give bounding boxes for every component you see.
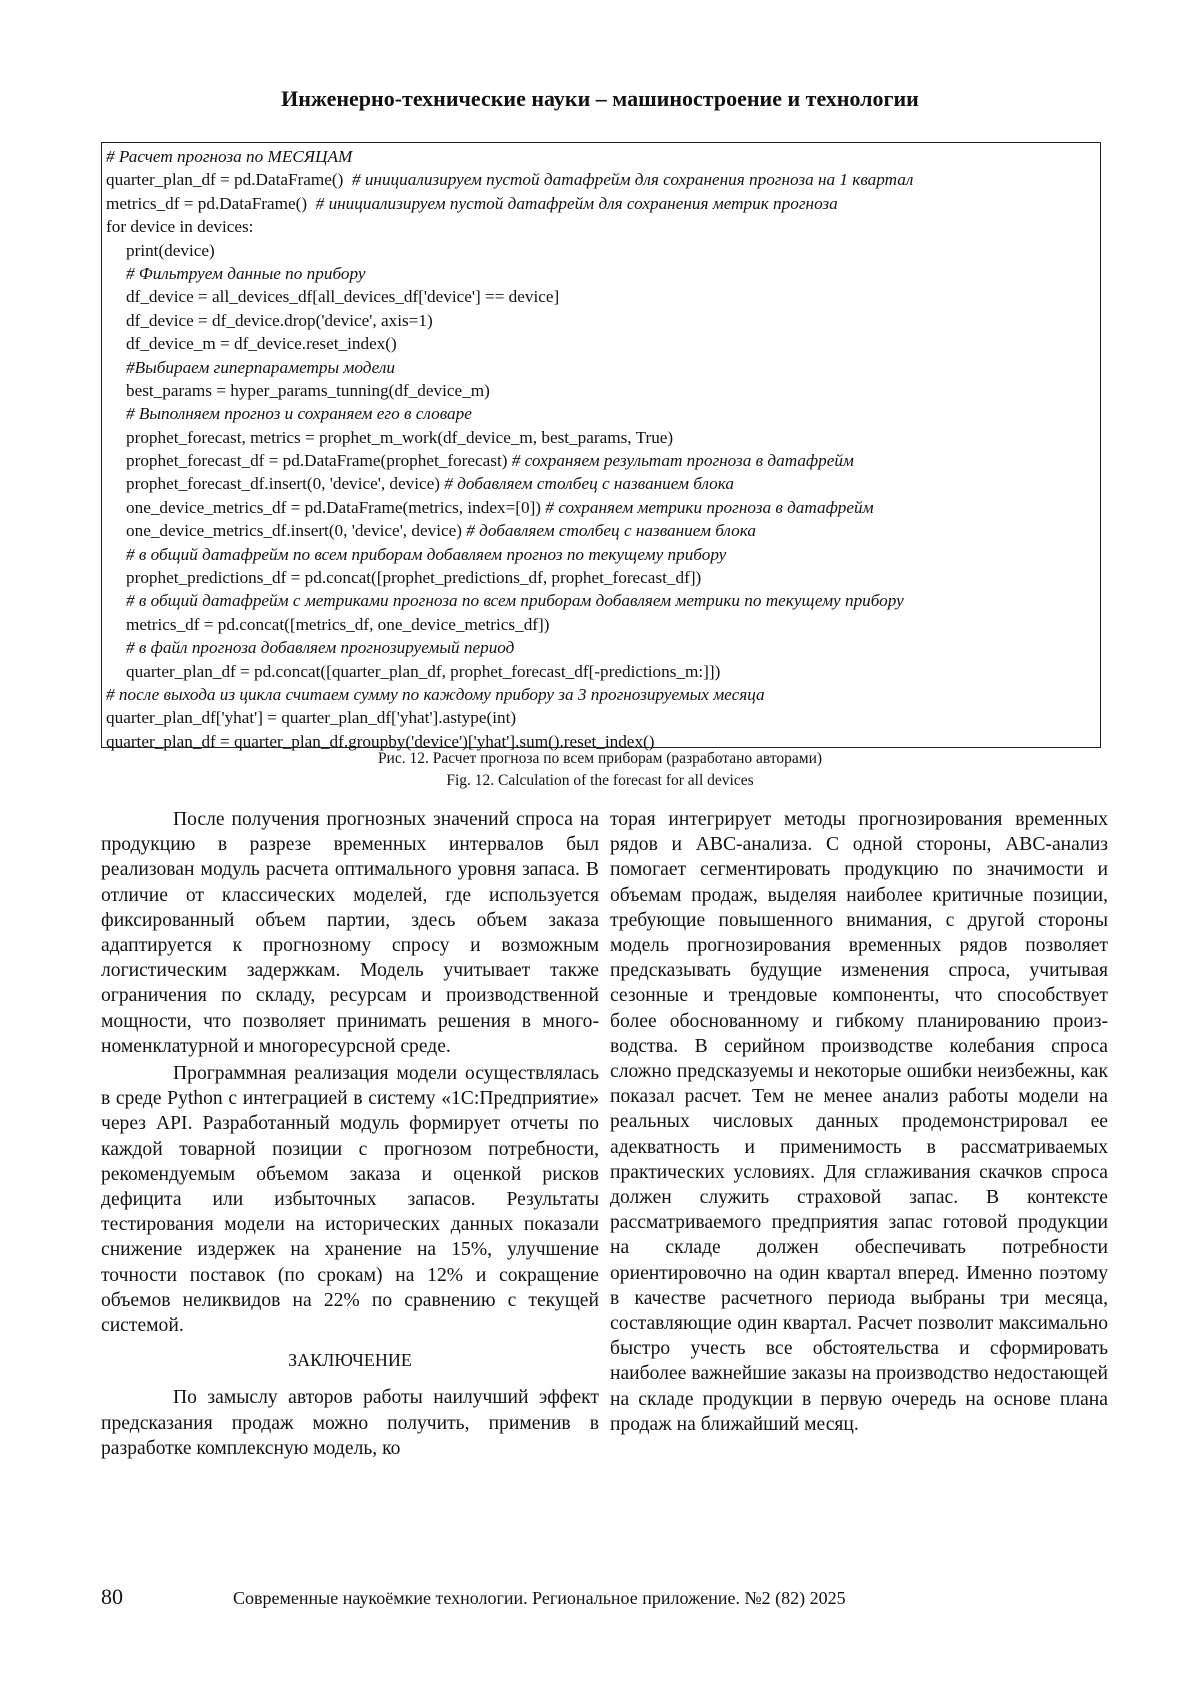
figure-caption-ru: Рис. 12. Расчет прогноза по всем приборам (разработано авторами) xyxy=(377,750,823,767)
code-line xyxy=(106,706,1100,729)
code-line xyxy=(106,356,1100,379)
code-listing xyxy=(101,142,1101,751)
code-text: quarter_plan_df = pd.concat([quarter_plan_df, prophet_forecast_df[-predictions_m:]]) xyxy=(126,661,721,681)
code-text: one_device_metrics_df.insert(0, 'device', device) xyxy=(126,521,467,541)
code-text: best_params = hyper_params_tunning(df_device_m) xyxy=(126,380,490,400)
paragraph: По замыслу авторов работы наилучший эффект предсказания продаж можно получить, применив в разработке комплексную модель, ко xyxy=(101,1387,599,1459)
figure-caption-en: Fig. 12. Calculation of the forecast for all devices xyxy=(446,772,754,789)
journal-footer: Современные наукоёмкие технологии. Региональное приложение. №2 (82) 2025 xyxy=(233,1588,846,1608)
code-text: metrics_df = pd.concat([metrics_df, one_device_metrics_df]) xyxy=(126,614,550,634)
code-comment: # в общий датафрейм с метриками прогноза по всем приборам добавляем метрики по текущему прибору xyxy=(126,591,904,611)
code-text: df_device = all_devices_df[all_devices_df['device'] == device] xyxy=(126,287,560,307)
code-comment: # в общий датафрейм по всем приборам добавляем прогноз по текущему прибору xyxy=(126,544,727,564)
code-text: quarter_plan_df = quarter_plan_df.groupby('device')['yhat'].sum().reset_index() xyxy=(106,731,655,751)
code-comment: # инициализируем пустой датафрейм для сохранения метрик прогноза xyxy=(315,193,838,213)
code-line xyxy=(106,402,1100,425)
code-line xyxy=(106,660,1100,683)
code-text: prophet_forecast, metrics = prophet_m_work(df_device_m, best_params, True) xyxy=(126,427,674,447)
code-line xyxy=(106,379,1100,402)
code-comment: # сохраняем результат прогноза в датафрейм xyxy=(511,451,854,471)
code-text: for device in devices: xyxy=(106,217,254,237)
code-line xyxy=(106,683,1100,706)
code-text: prophet_forecast_df = pd.DataFrame(prophet_forecast) xyxy=(126,451,512,471)
code-line xyxy=(106,566,1100,589)
code-line xyxy=(106,168,1100,191)
code-line xyxy=(106,285,1100,308)
code-line xyxy=(106,636,1100,659)
code-line xyxy=(106,309,1100,332)
code-text: metrics_df = pd.DataFrame() xyxy=(106,193,316,213)
code-line xyxy=(106,262,1100,285)
code-comment: # добавляем столбец с названием блока xyxy=(466,521,756,541)
code-line xyxy=(106,613,1100,636)
code-line xyxy=(106,449,1100,472)
code-line xyxy=(106,426,1100,449)
code-comment: #Выбираем гиперпараметры модели xyxy=(126,357,395,377)
code-comment: # в файл прогноза добавляем прогнозируемый период xyxy=(126,638,515,658)
paragraph: Программная реализация модели осуществлялась в среде Python с интеграцией в систему «1С:Предприятие» через API. Разработанный модуль формирует отчеты по каждой товарной позиции с прогнозом потребности, рекомендуемым объемом заказа и оценкой рисков дефицита или избыточных запасов. Результаты тестирования модели на исторических данных показали снижение издержек на хранение на 15%, улучшение точности поставок (по срокам) на 12% и сокращение объемов неликвидов на 22% по сравнению с текущей системой. xyxy=(101,1063,599,1337)
code-line xyxy=(106,496,1100,519)
code-line xyxy=(106,145,1100,168)
code-text: prophet_forecast_df.insert(0, 'device', device) xyxy=(126,474,445,494)
code-text: df_device = df_device.drop('device', axis=1) xyxy=(126,310,433,330)
code-line xyxy=(106,192,1100,215)
code-text: prophet_predictions_df = pd.concat([prophet_predictions_df, prophet_forecast_df]) xyxy=(126,568,702,588)
paragraph: торая интегрирует методы прогнозирования временных рядов и ABC-анализа. С одной стороны, ABC-анализ помогает сегментировать продукцию по значимости и объемам продаж, выделяя наиболее критичные позиции, требующие повышенного внимания, с другой стороны модель прогнозирования временных рядов позволяет предсказывать будущие изменения спроса, учитывая сезонные и трендовые компоненты, что способствует более обоснованному и гибкому планированию производства. В серийном производстве колебания спроса сложно предсказуемы и некоторые ошибки неизбежны, как показал расчет. Тем не менее анализ работы модели на реальных числовых данных продемонстрировал ее адекватность и применимость в рассматриваемых практических условиях. Для сглаживания скачков спроса должен служить страховой запас. В контексте рассматриваемого предприятия запас готовой продукции на складе должен обеспечивать потребности ориентировочно на один квартал вперед. Именно поэтому в качестве расчетного периода выбраны три месяца, составляющие один квартал. Расчет позволит максимально быстро учесть все обстоятельства и сформировать наиболее важнейшие заказы на производство недостающей на складе продукции в первую очередь на основе плана продаж на ближайший месяц. xyxy=(610,809,1108,1435)
code-line xyxy=(106,472,1100,495)
code-comment: # Выполняем прогноз и сохраняем его в словаре xyxy=(126,404,472,424)
code-line xyxy=(106,332,1100,355)
code-comment: # инициализируем пустой датафрейм для сохранения прогноза на 1 квартал xyxy=(351,170,914,190)
code-line xyxy=(106,543,1100,566)
paragraph: После получения прогнозных значений спроса на продукцию в разрезе временных интервалов был реализован модуль расчета оптимального уровня запаса. В отличие от классических моделей, где используется фиксированный объем партии, здесь объем заказа адаптируется к прогнозному спросу и возможным логистическим задержкам. Модель учитывает также ограничения по складу, ресурсам и производственной мощности, что позволяет принимать решения в многономенклатурной и многоресурсной среде. xyxy=(101,809,599,1057)
code-line xyxy=(106,215,1100,238)
right-column xyxy=(610,807,1108,1437)
code-text: one_device_metrics_df = pd.DataFrame(metrics, index=[0]) xyxy=(126,497,546,517)
code-text: print(device) xyxy=(126,240,215,260)
code-line xyxy=(106,589,1100,612)
code-text: quarter_plan_df['yhat'] = quarter_plan_df['yhat'].astype(int) xyxy=(106,708,517,728)
code-comment: # после выхода из цикла считаем сумму по каждому прибору за 3 прогнозируемых месяца xyxy=(106,684,765,704)
code-comment: # добавляем столбец с названием блока xyxy=(444,474,734,494)
code-line xyxy=(106,239,1100,262)
code-comment: # сохраняем метрики прогноза в датафрейм xyxy=(545,497,874,517)
page-number: 80 xyxy=(101,1584,123,1609)
section-heading-conclusion: ЗАКЛЮЧЕНИЕ xyxy=(288,1350,412,1371)
code-comment: # Расчет прогноза по МЕСЯЦАМ xyxy=(106,147,353,166)
code-comment: # Фильтруем данные по прибору xyxy=(126,263,366,283)
left-column xyxy=(101,807,599,1461)
code-text: df_device_m = df_device.reset_index() xyxy=(126,334,397,354)
code-text: quarter_plan_df = pd.DataFrame() xyxy=(106,170,352,190)
running-header: Инженерно-технические науки – машиностроение и технологии xyxy=(281,86,919,111)
code-line xyxy=(106,519,1100,542)
